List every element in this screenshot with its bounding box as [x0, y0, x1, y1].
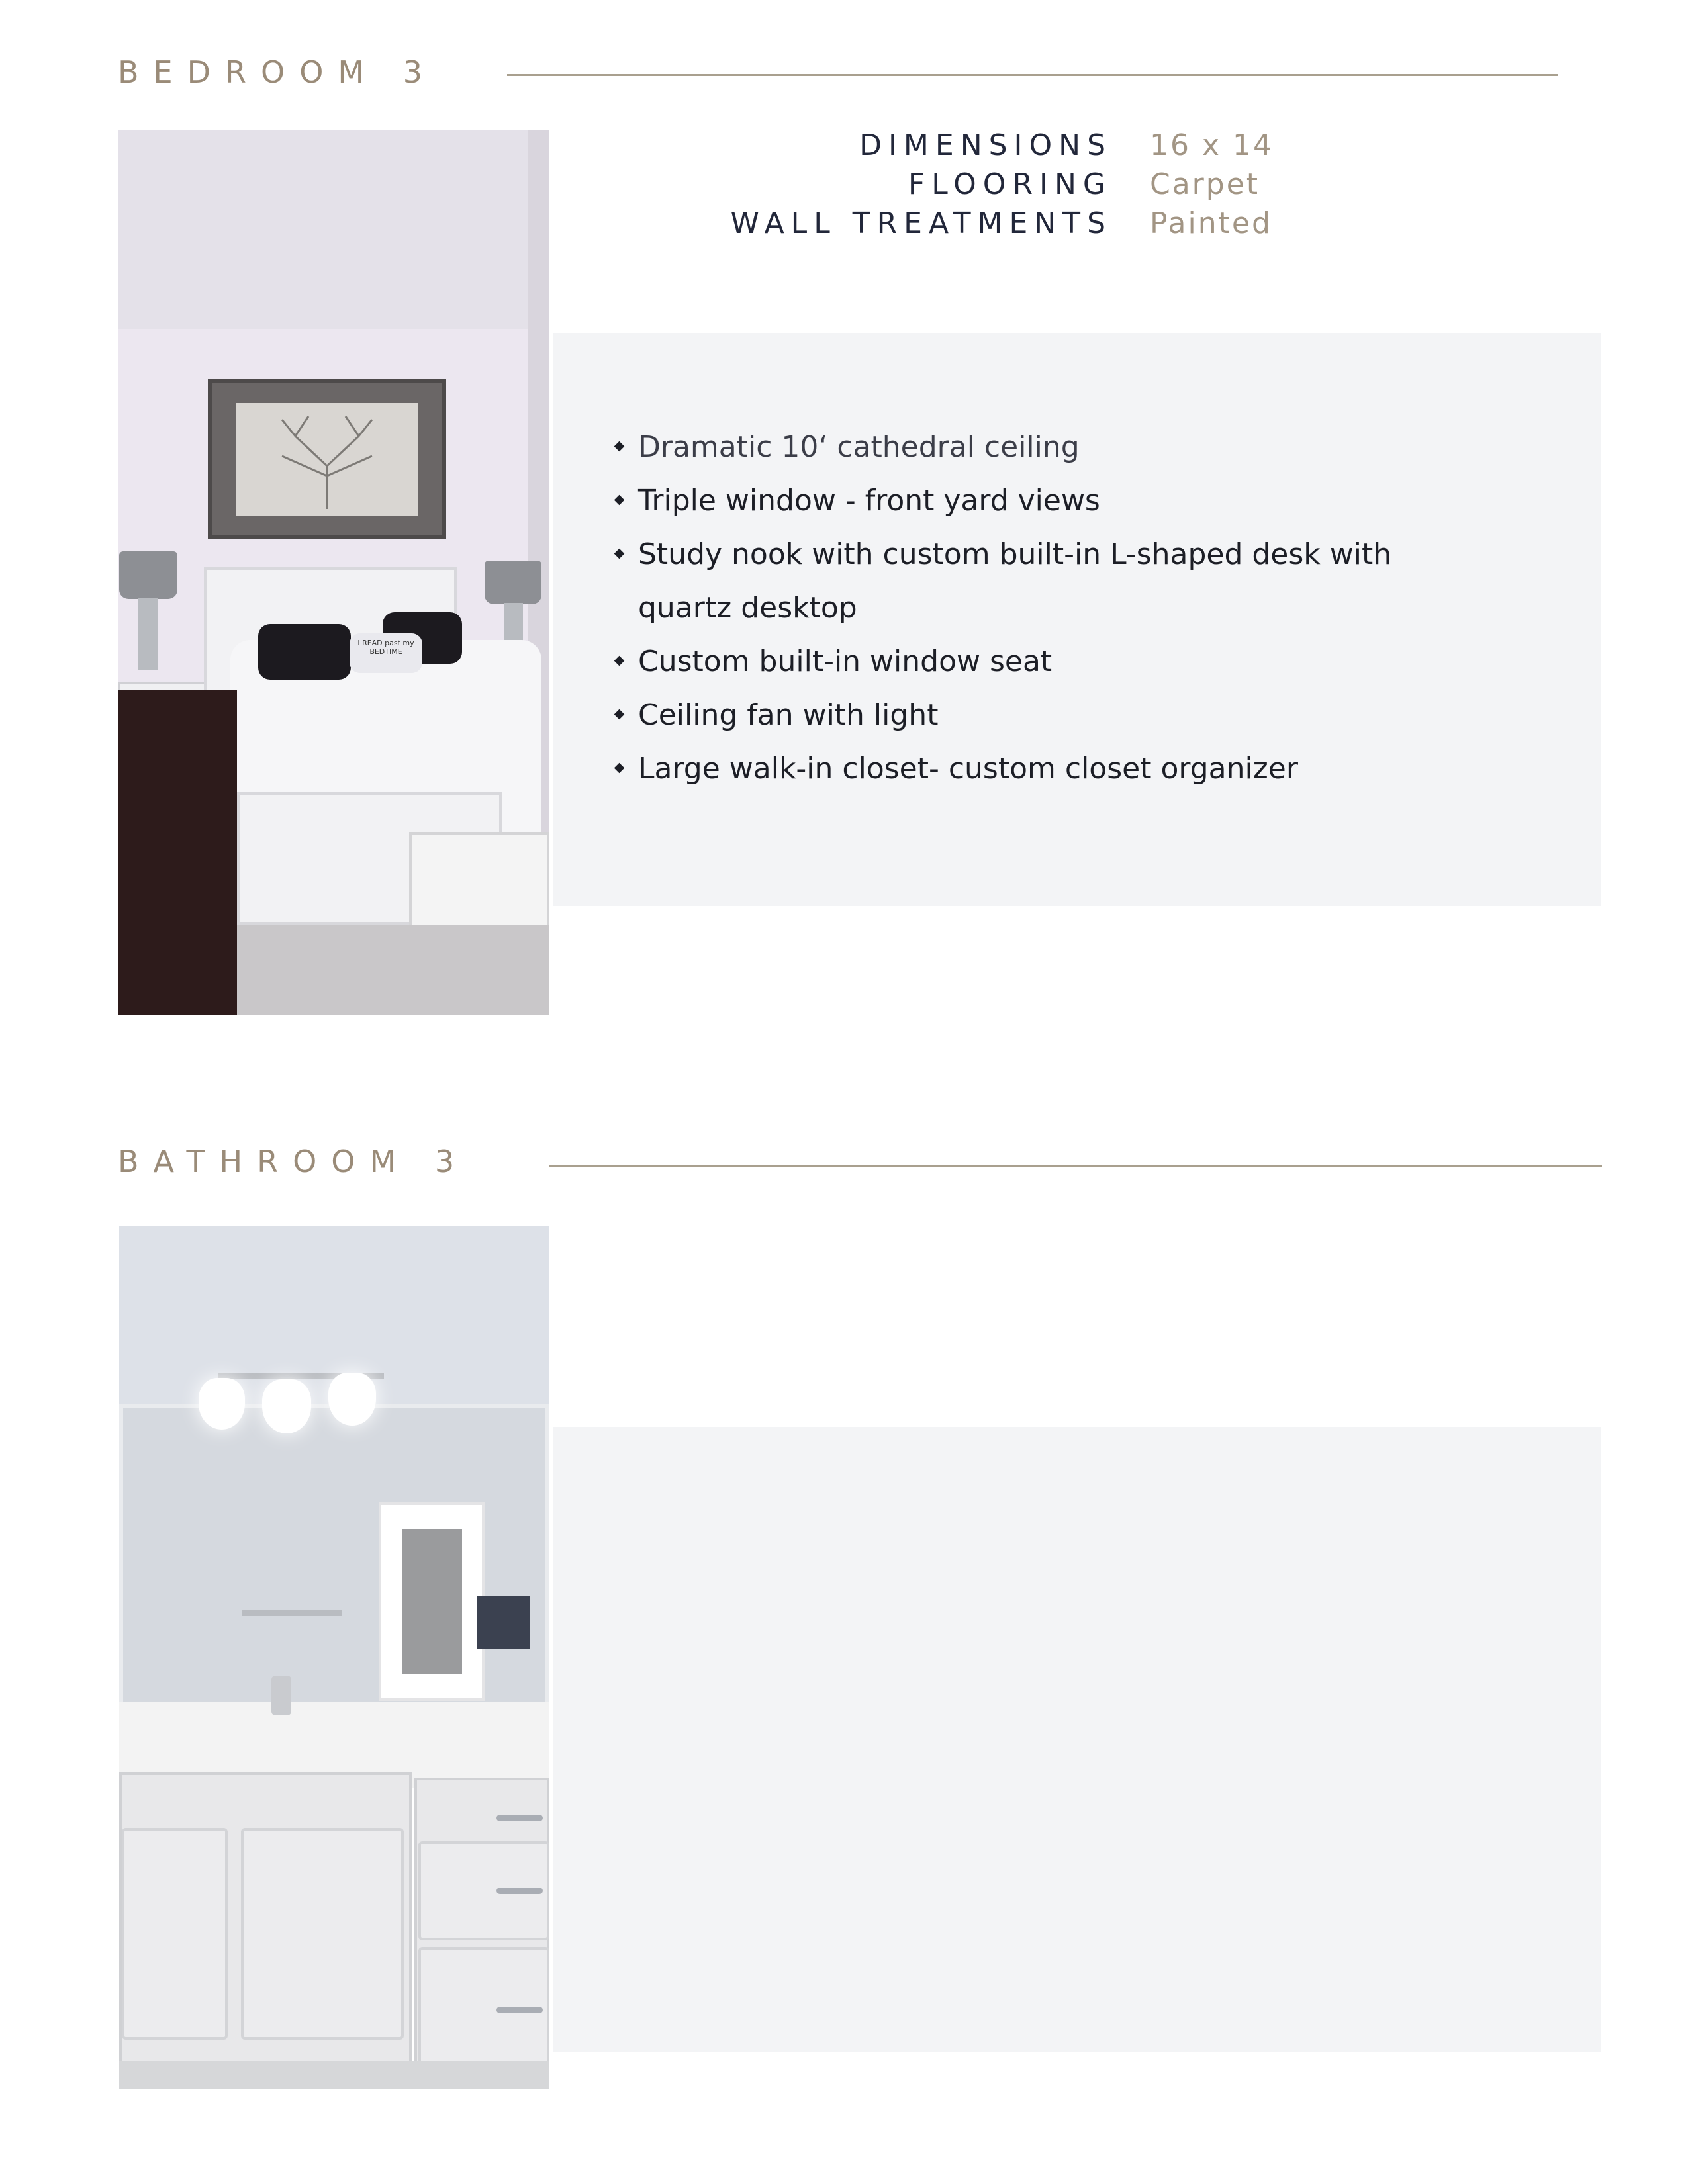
bathroom-title-rule: [549, 1165, 1602, 1167]
bathroom-features-panel: [553, 1427, 1601, 2052]
wall-art: [208, 379, 446, 539]
spec-value-flooring: Carpet: [1150, 167, 1260, 201]
list-item: Triple window - front yard views: [638, 474, 1492, 527]
bathroom-section-title: BATHROOM 3: [118, 1144, 469, 1179]
list-item: Ceiling fan with light: [638, 688, 1492, 742]
bedroom-spec-values: [1150, 126, 1415, 243]
spec-label-flooring: FLOORING: [908, 167, 1112, 201]
bathroom-photo: [119, 1226, 549, 2089]
spec-label-wall-treatments: WALL TREATMENTS: [730, 206, 1112, 240]
list-item: Dramatic 10‘ cathedral ceiling: [638, 420, 1492, 474]
bedroom-spec-labels: [622, 126, 1112, 243]
spec-value-dimensions: 16 x 14: [1150, 128, 1274, 162]
spec-value-wall-treatments: Painted: [1150, 206, 1272, 240]
bedroom-section-title: BEDROOM 3: [118, 54, 437, 90]
bedroom-photo: [118, 130, 549, 1015]
pillow-text: I READ past my BEDTIME: [357, 639, 414, 656]
bedroom-title-rule: [507, 74, 1558, 76]
spec-label-dimensions: DIMENSIONS: [859, 128, 1112, 162]
list-item: Custom built-in window seat: [638, 635, 1492, 688]
bedroom-features-list: [638, 420, 1492, 796]
list-item: Large walk-in closet- custom closet organizer: [638, 742, 1492, 796]
list-item: Study nook with custom built-in L-shaped desk with quartz desktop: [638, 527, 1492, 635]
